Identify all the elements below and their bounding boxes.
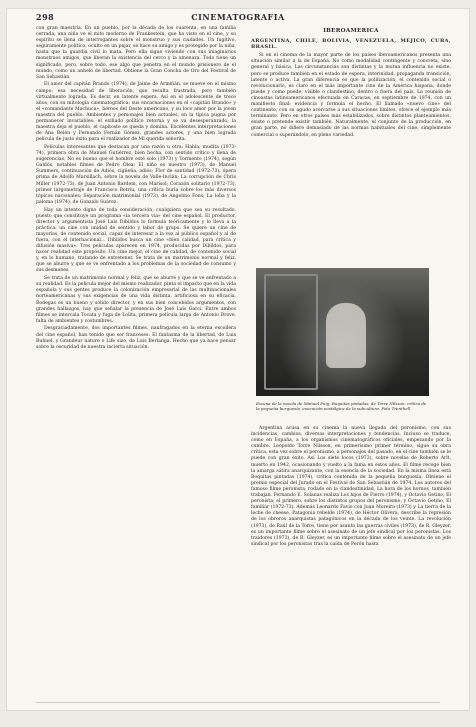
right-column-top	[251, 26, 451, 296]
page-number: 298	[36, 12, 55, 22]
paragraph: Argentina acusa en su cinema la nueva llegada del peronismo, con sus incidencias, cambios, diversas interpretaciones y tendencias. Incluso se traduce, como en España, a los organismos cinematográficos oficiales, empezando por la cumbre. Leopoldo Torre Nilsson, en primerísimo primer término, sigue su obra crítica, esta vez sobre el peronismo, a personajes del pasado, en el cine también se le puede con gran éxito. Así Los siete locos (1973), sobre novelas de Roberto Arlt, muerto en 1942, ocasionando y vuelto a la fama en estos años. El filme recoge bien la amarga sátira anarquizante, con la esencia de la sociedad. En la misma línea está Boquitas pintadas (1974), crítica contenida de la pequeña burguesía. Obtiene el premio especial del Jurado en el Festival de San Sebastián de 1974. Los autores del famoso filme peronista, rodado en la clandestinidad, La hora de los hornos, también trabajan. Fernando E. Solanas realiza Los hijos de Fierro (1974), y Octavio Getino, El peronista; el primero, sobre los distintos grupos del peronismo, y Octavio Getino, El familiar (1972-73). Además Leonardo Favio con Juan Moreira (1973) y La tierra de la leche de cheese, Patagonia rebelde (1974), de Héctor Olivera, describe la represión de los obreros anarquistas patagónicos en la década de los veinte. La revolución (1973), de Raúl de la Torre, tiene por asunto las guerras civiles (1973), de R. Gleyzer, es un importante filme sobre el asesinato de un jefe sindical por los peronistas. Los traidores (1973), de R. Gleyzer, es un importante filme sobre el asesinato de un jefe sindical por los peronistas tras la caída de Perón hasta	[251, 426, 451, 547]
left-column	[36, 26, 236, 686]
paragraph: Hay un intento digno de toda consideración, cualquiera que sea su resultado, puesto que constituye un programa «la tercera vía» del cine español. El productor, director y argumentista José Luis Dibildos lo formula teóricamente y lo lleva a la práctica: un cine con unidad de sentido y labor de grupo. Se quiere un cine de mayorías, de contenido social, capaz de interesar a la vez al público español y al de fuera, con el internacional... Dibildos busca un cine «bien calidad, para crítica y difusión masiva». Tres películas aparecen en 1974, producidas por Dibildos, para hacer realidad este propósito. Un cine mejor, el cine de calidad, de contenido social y, en lo humano, tratando de entretener. Se trata de un matrimonio normal y feliz, que se aburre y que se ve enfrentado a los problemas de la sociedad de consumo y sus desmanes.	[36, 207, 236, 274]
footer-divider	[36, 702, 440, 703]
paragraph: El amor del capitán Brando (1974), de Jaime de Armiñán, se mueve en el mismo campo: esa necesidad de liberación, que resulta frustrada, pero también virtualmente lograda. Es decir, en latente espera. Así en el adolescente de trece años, con su mitología cinematográfica: sus encarnaciones en el «capitán Brando» y el «comandante Machuca», héroes del Oeste americano, y su loco amor por la joven maestra del pueblo. Ambientes y personajes bien actuales, en la típica pugna por permanecer invariables: el exiliado político retorna y se va desesperanzado, la maestra deja el pueblo, el capitoste se queda y domina. Excelentes interpretaciones de Ana Belén y Fernando Fernán Gómez, grandes actores, y una bien lograda película de justo éxito para el realizador de Mi querida señorita.	[36, 82, 236, 143]
paragraph: Películas interesantes que destacan por una razón u otra: Habla, mudita (1973-74), primera obra de Manuel Gutiérrez, bien hecha, con sentido crítico y llena de sugerencias, No es bueno que el hombre esté solo (1973) y Tormento (1974), según Galdós, notables filmes de Pedro Olea; El niño es nuestro (1973), de Manuel Summers, continuación de Adiós, cigüeña, adiós; Flor de santidad (1972-73), ópera prima de Adolfo Marsillach, sobre la novela de Valle-Inclán; La corrupción de Chris Miller (1972-73), de Juan Antonio Bardem, con Marisol; Corazón solitario (1972-73), primer largometraje de Francisco Betriu, una crítica burla sobre los más diversos tópicos nacionales; Separación matrimonial (1973), de Angelino Fons; La loba y la paloma (1974), de Gonzalo Suárez.	[36, 144, 236, 205]
paragraph: Se trata de un matrimonio normal y feliz, que se aburre y que se ve enfrentado a su realidad. Es la película mejor del mismo realizador, pinta el impacto que en la vida española y sus gentes produce la colonización empresarial de las multinacionales norteamericanas y sus exigencias de una vida distinta, artificiosa en su eficacia. Bodegas es un bueno y sólido director, y en sus bien concebidos argumentos, con grandes hallazgos, hay que señalar la presencia de José Luis Garci. Entre ambos filmes se intercala Tocata y fuga de Lolita, primera película larga de Antonio Drove, falta de ambientes y costumbres.	[36, 276, 236, 324]
photo-caption: Escena de la novela de Manuel Puig, Boquitas pintadas, de Torre Nilsson: crítica de la pequeña burguesía, evocación nostálgica de la subcultura. Foto Trenthell	[256, 401, 427, 412]
film-still-photo	[256, 268, 429, 396]
paragraph: Si en el cinema de la mayor parte de los países iberoamericanos presenta una situación similar a la de España. No como modalidad contingente y concreta, sino general y básica. Las circunstancias son distintas y la mutua influencia no existe, pero se produce también en el estado de espera, interinidad, propaganda transición, latente o activa. La gran diferencia es que la politización, el contenido social o revolucionario, es claro en el más importante cine de la América hispana, donde puede y como puede, visible o clandestino, dentro o fuera del país. La reunión de cineastas latinoamericanos efectuada en Caracas, en septiembre de 1974, con un manifiesto final: evidencia y formula el hecho. El llamado «nuevo cine» del continente, con su agudo acercarse a sus situaciones límites, ofrece el ejemplo más terminante. Pero en otros países más estabilizados, sobre distintos planteamientos, existe o pretende existir también. Naturalmente, el conjunto de la producción, en gran parte, no difiere demasiado de las normas habituales del cine, simplemente comercial o superándolo, en pleno variedad.	[251, 53, 451, 138]
book-page	[6, 8, 470, 711]
section-heading: IBEROAMERICA	[323, 28, 379, 34]
paragraph: con gran maestría. En un pueblo, por la década de los cuarenta, en una familia cerrada, una niña ve el mito moderno de Frankestein, que ha visto en el cine, y su espíritu se llena de interrogantes sobre el monstruo y sus ciudades. Un fugitivo, seguramente político, oculto en un pajar, se hace su amigo y es protegido por la niña, hasta que la guardia civil lo mata. Pero ella sigue viviendo con sus imaginarios monstruos amigos, que liberan la existencia del cerco y la amenaza. Todo tiene un significado, pero, sobre todo, ese algo que penetra en el mundo prisionero de el mundo, como un anhelo de libertad. Obtiene la Gran Concha de Oro del Festival de San Sebastián.	[36, 26, 236, 80]
paragraph: Desgraciadamente, dos importantes filmes, naufragados en la eterna escollera del cine español, han tenido que ser franceses: El fantasma de la libertad, de Luis Buñuel, y Grandeur nature o Life size, de Luis Berlanga. Hecho que ya hace pensar sobre la oscuridad de nuestra incierta situación.	[36, 326, 236, 350]
person-figure-shape	[326, 303, 366, 368]
running-title: CINEMATOGRAFIA	[191, 12, 285, 22]
right-column-bottom	[251, 426, 451, 696]
countries-list: ARGENTINA, CHILE, BOLIVIA, VENEZUELA, MÉJICO, CUBA, BRASIL.	[251, 38, 451, 51]
window-frame-shape	[264, 274, 318, 390]
page-header	[6, 12, 470, 26]
